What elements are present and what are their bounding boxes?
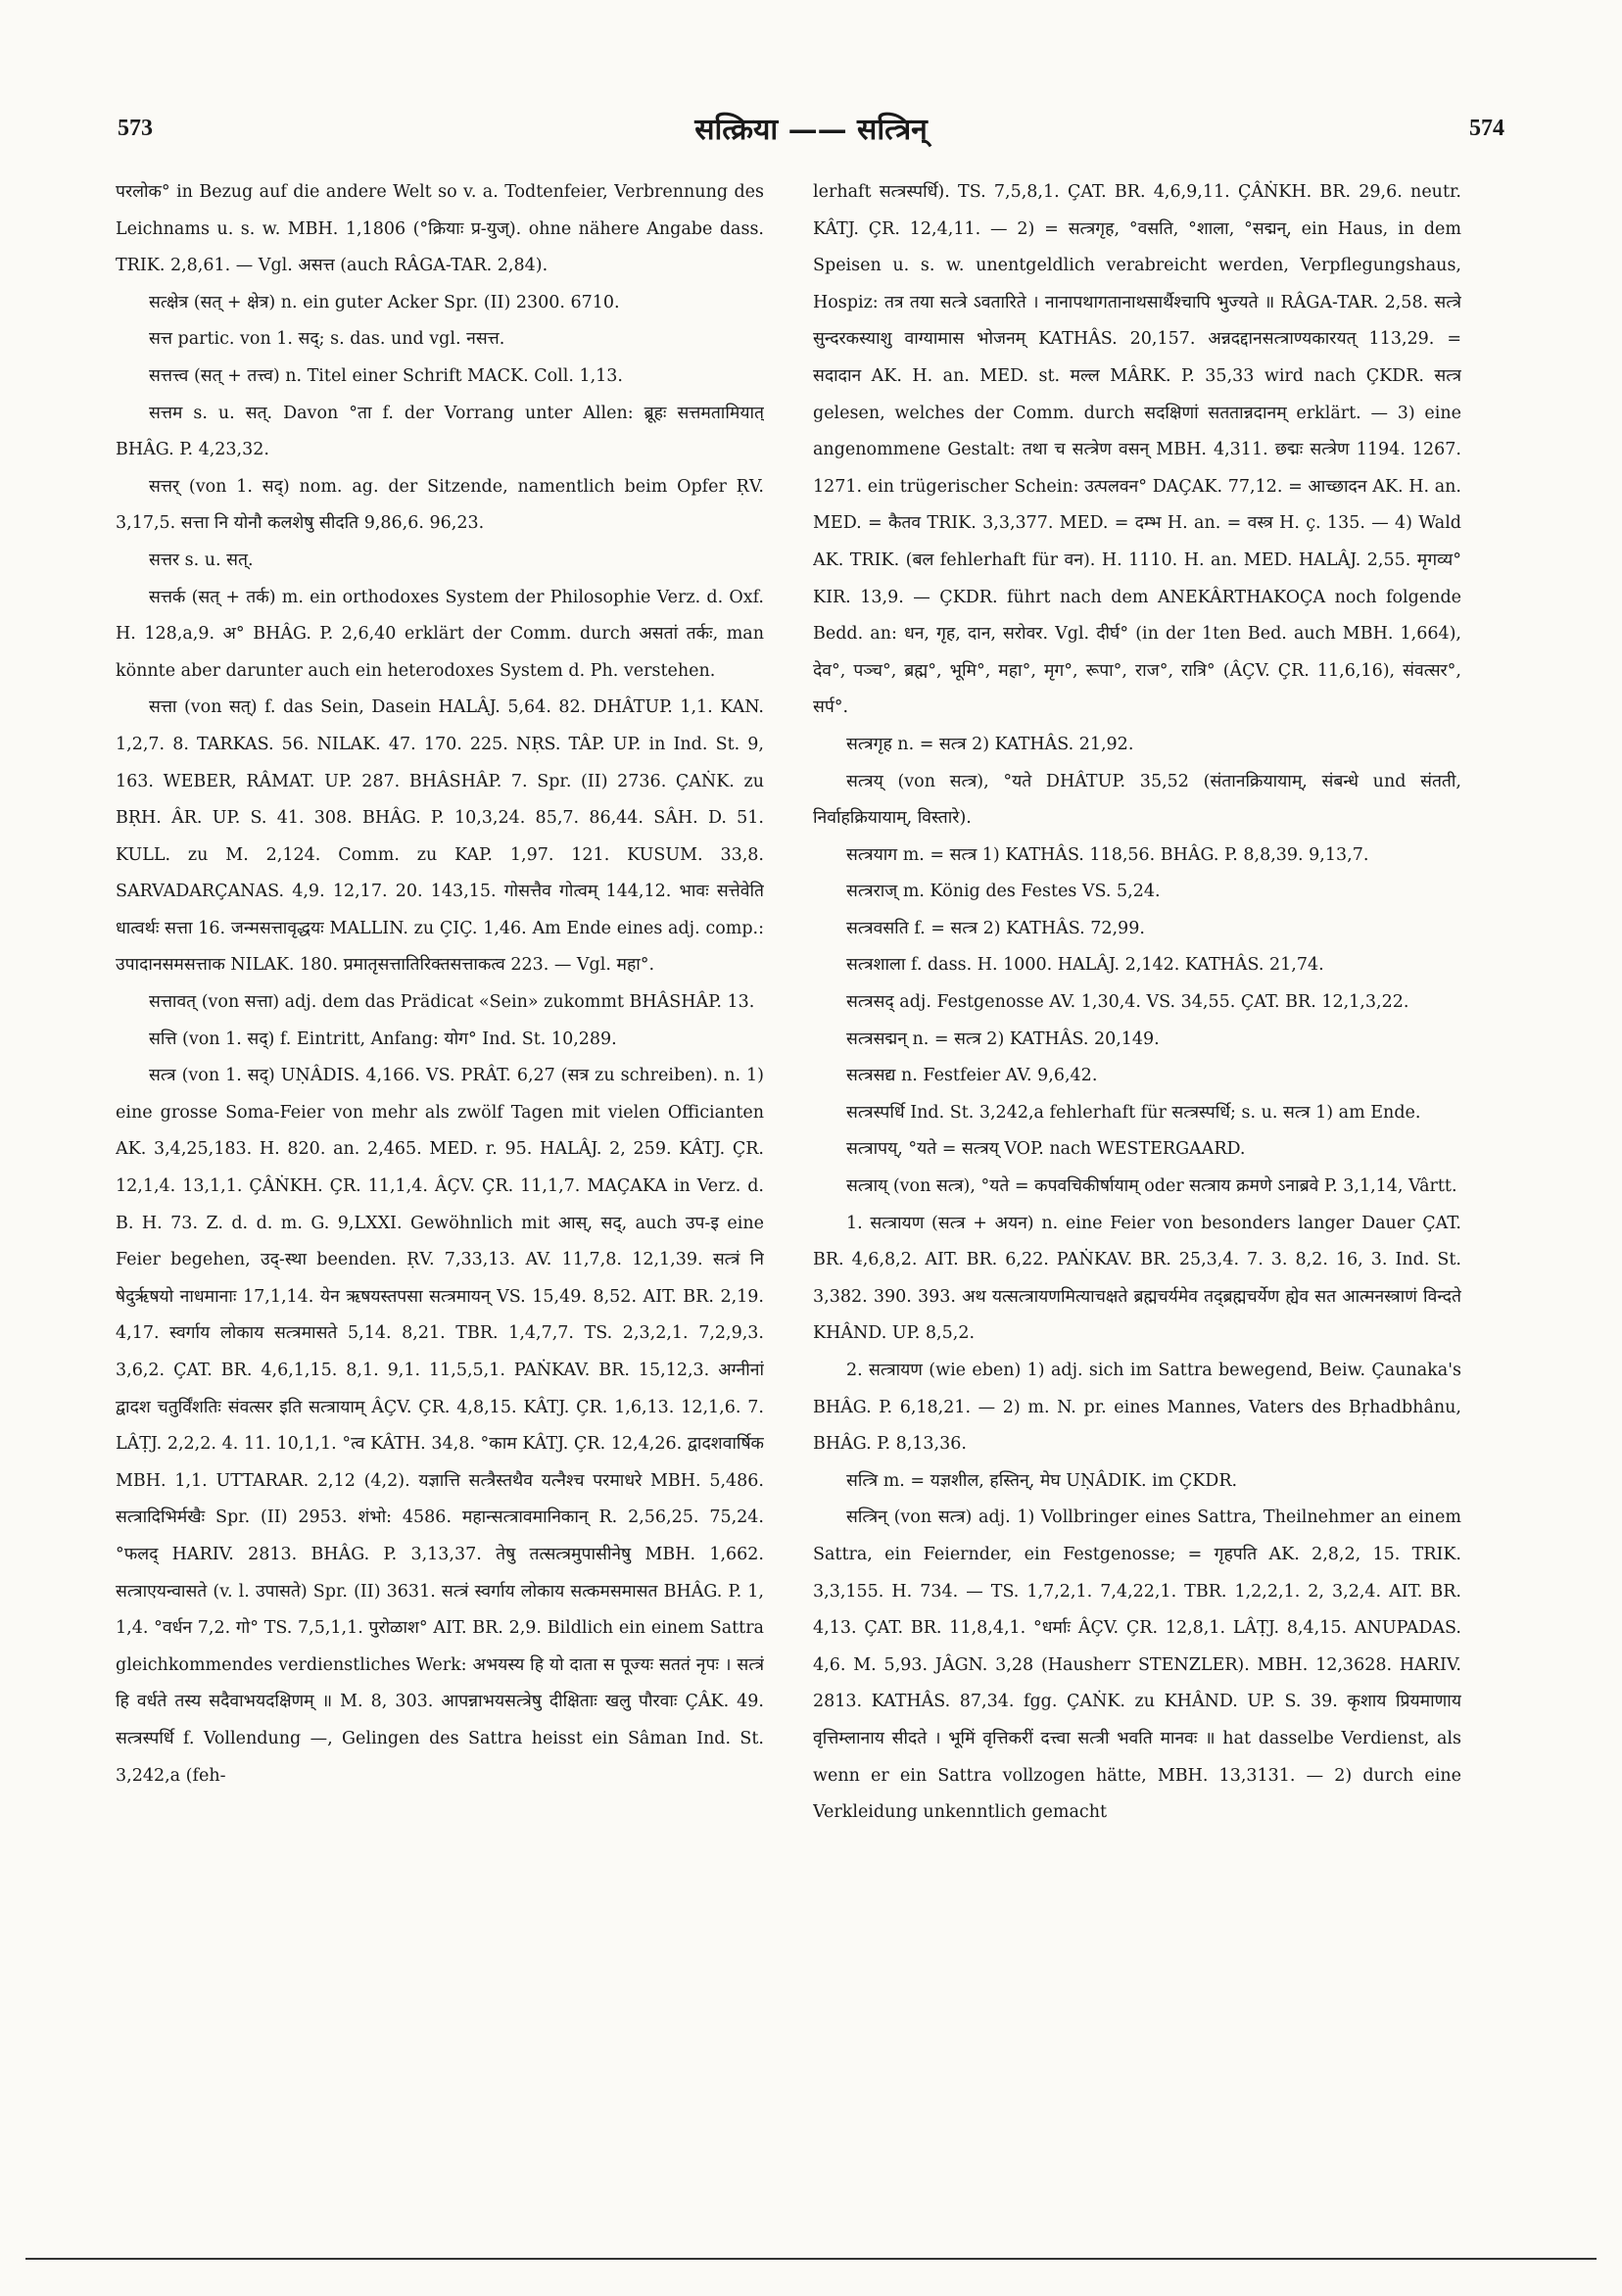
dictionary-entry: सत्तर s. u. सत्.	[149, 550, 254, 570]
page-header	[118, 108, 1504, 157]
dictionary-entry: सत्त्रवसति f. = सत्त्र 2) KATHÂS. 72,99.	[846, 918, 1145, 938]
dictionary-entry: सत्तत्त्व (सत् + तत्त्व) n. Titel einer Schrift MACK. Coll. 1,13.	[149, 365, 623, 386]
dictionary-entry: सत्त्रस्पर्धि Ind. St. 3,242,a fehlerhaft für सत्त्रस्पर्धि; s. u. सत्त्र 1) am Ende.	[846, 1102, 1421, 1123]
dictionary-entry: सत्त्रशाला f. dass. H. 1000. HALÂJ. 2,142. KATHÂS. 21,74.	[846, 955, 1324, 976]
dictionary-entry: सत्त्रसद्मन् n. = सत्त्र 2) KATHÂS. 20,149.	[846, 1028, 1160, 1049]
dictionary-entry: सत्क्षेत्र (सत् + क्षेत्र) n. ein guter Acker Spr. (II) 2300. 6710.	[149, 292, 620, 312]
right-column	[813, 174, 1461, 2016]
page-number-right: 574	[1469, 116, 1504, 141]
dictionary-entry: सत्तर् (von 1. सद्) nom. ag. der Sitzende, namentlich beim Opfer ṚV. 3,17,5. सत्ता नि योनौ कलशेषु सीदति 9,86,6. 96,23.	[116, 476, 764, 534]
dictionary-entry: सत्त partic. von 1. सद्; s. das. und vgl. नसत्त.	[149, 329, 505, 350]
dictionary-entry: सत्त्रसद्य n. Festfeier AV. 9,6,42.	[846, 1066, 1098, 1086]
bottom-rule	[25, 2258, 1597, 2260]
dictionary-entry: सत्त्रगृह n. = सत्त्र 2) KATHÂS. 21,92.	[846, 734, 1134, 754]
dictionary-entry: 2. सत्त्रायण (wie eben) 1) adj. sich im Sattra bewegend, Beiw. Çaunaka's BHÂG. P. 6,18,21. — 2) m. N. pr. eines Mannes, Vaters des Bṛhadbhânu, BHÂG. P. 8,13,36.	[813, 1361, 1461, 1455]
dictionary-entry: सत्त्रि m. = यज्ञशील, हस्तिन्, मेघ UṆÂDIK. im ÇKDR.	[846, 1470, 1238, 1491]
dictionary-entry: सत्त्रापय्, °यते = सत्त्रय् VOP. nach WESTERGAARD.	[846, 1139, 1246, 1160]
dictionary-entry: 1. सत्त्रायण (सत्त्र + अयन) n. eine Feier von besonders langer Dauer ÇAT. BR. 4,6,8,2. AIT. BR. 6,22. PAṄKAV. BR. 25,3,4. 7. 3. 8,2. 16, 3. Ind. St. 3,382. 390. 393. अथ यत्सत्त्रायणमित्याचक्षते ब्रह्मचर्यमेव तद्ब्रह्मचर्येण ह्येव सत आत्मनस्त्राणं विन्दते KHÂND. UP. 8,5,2.	[813, 1213, 1461, 1344]
left-column	[116, 174, 764, 2016]
dictionary-entry: सत्त्रिन् (von सत्त्र) adj. 1) Vollbringer eines Sattra, Theilnehmer an einem Sattra, ein Feiernder, ein Festgenosse; = गृहपति AK. 2,8,2, 15. TRIK. 3,3,155. H. 734. — TS. 1,7,2,1. 7,4,22,1. TBR. 1,2,2,1. 2, 3,2,4. AIT. BR. 4,13. ÇAT. BR. 11,8,4,1. °धर्माः ÂÇV. ÇR. 12,8,1. LÂṬJ. 8,4,15. ANUPADAS. 4,6. M. 5,93. JÂGN. 3,28 (Hausherr STENZLER). MBH. 12,3628. HARIV. 2813. KATHÂS. 87,34. fgg. ÇAṄK. zu KHÂND. UP. S. 39. कृशाय प्रियमाणाय वृत्तिम्लानाय सीदते । भूमिं वृत्तिकरीं दत्त्वा सत्त्री भवति मानवः ॥ hat dasselbe Verdienst, als wenn er ein Sattra vollzogen hätte, MBH. 13,3131. — 2) durch eine Verkleidung unkenntlich gemacht	[813, 1507, 1461, 1823]
page-number-left: 573	[118, 116, 153, 141]
dictionary-entry: lerhaft सत्त्रस्पर्धि). TS. 7,5,8,1. ÇAT. BR. 4,6,9,11. ÇÂṄKH. BR. 29,6. neutr. KÂTJ. ÇR. 12,4,11. — 2) = सत्त्रगृह, °वसति, °शाला, °सद्मन्, ein Haus, in dem Speisen u. s. w. unentgeldlich verabreicht werden, Verpflegungshaus, Hospiz: तत्र तया सत्त्रे ऽवतारिते । नानापथागतानाथसार्थैश्चापि भुज्यते ॥ RÂGA-TAR. 2,58. सत्त्रे सुन्दरकस्याशु वाग्यामास भोजनम् KATHÂS. 20,157. अन्नदद्दानसत्त्राण्यकारयत् 113,29. = सदादान AK. H. an. MED. st. मल्ल MÂRK. P. 35,33 wird nach ÇKDR. सत्त्र gelesen, welches der Comm. durch सदक्षिणां सततान्नदानम् erklärt. — 3) eine angenommene Gestalt: तथा च सत्त्रेण वसन् MBH. 4,311. छद्मः सत्त्रेण 1194. 1267. 1271. ein trügerischer Schein: उत्पलवन° DAÇAK. 77,12. = आच्छादन AK. H. an. MED. = कैतव TRIK. 3,3,377. MED. = दम्भ H. an. = वस्त्र H. ç. 135. — 4) Wald AK. TRIK. (बल fehlerhaft für वन). H. 1110. H. an. MED. HALÂJ. 2,55. मृगव्य° KIR. 13,9. — ÇKDR. führt nach dem ANEKÂRTHAKOÇA noch folgende Bedd. an: धन, गृह, दान, सरोवर. Vgl. दीर्घ° (in der 1ten Bed. auch MBH. 1,664), देव°, पञ्च°, ब्रह्म°, भूमि°, महा°, मृग°, रूपा°, राज°, रात्रि° (ÂÇV. ÇR. 11,6,16), संवत्सर°, सर्प°.	[813, 182, 1461, 718]
dictionary-entry: परलोक° in Bezug auf die andere Welt so v. a. Todtenfeier, Verbrennung des Leichnams u. s. w. MBH. 1,1806 (°क्रियाः प्र-युज्). ohne nähere Angabe dass. TRIK. 2,8,61. — Vgl. असत्त (auch RÂGA-TAR. 2,84).	[116, 182, 764, 276]
dictionary-entry: सत्त्र (von 1. सद्) UṆÂDIS. 4,166. VS. PRÂT. 6,27 (सत्र zu schreiben). n. 1) eine grosse Soma-Feier von mehr als zwölf Tagen mit vielen Officianten AK. 3,4,25,183. H. 820. an. 2,465. MED. r. 95. HALÂJ. 2, 259. KÂTJ. ÇR. 12,1,4. 13,1,1. ÇÂṄKH. ÇR. 11,1,4. ÂÇV. ÇR. 11,1,7. MAÇAKA in Verz. d. B. H. 73. Z. d. d. m. G. 9,LXXI. Gewöhnlich mit आस्, सद्, auch उप-इ eine Feier begehen, उद्-स्था beenden. ṚV. 7,33,13. AV. 11,7,8. 12,1,39. सत्त्रं नि षेदुर्ऋषयो नाधमानाः 17,1,14. येन ऋषयस्तपसा सत्त्रमायन् VS. 15,49. 8,52. AIT. BR. 2,19. 4,17. स्वर्गाय लोकाय सत्त्रमासते 5,14. 8,21. TBR. 1,4,7,7. TS. 2,3,2,1. 7,2,9,3. 3,6,2. ÇAT. BR. 4,6,1,15. 8,1. 9,1. 11,5,5,1. PAṄKAV. BR. 15,12,3. अग्नीनां द्वादश चतुर्विंशतिः संवत्सर इति सत्त्रायाम् ÂÇV. ÇR. 4,8,15. KÂTJ. ÇR. 1,6,13. 12,1,6. 7. LÂṬJ. 2,2,2. 4. 11. 10,1,1. °त्व KÂTH. 34,8. °काम KÂTJ. ÇR. 12,4,26. द्वादशवार्षिक MBH. 1,1. UTTARAR. 2,12 (4,2). यज्ञात्ति सत्त्रैस्तथैव यत्नैश्च परमाधरे MBH. 5,486. सत्त्रादिभिर्मखैः Spr. (II) 2953. शंभो: 4586. महान्सत्त्रावमानिकान् R. 2,56,25. 75,24. °फलद् HARIV. 2813. BHÂG. P. 3,13,37. तेषु तत्सत्त्रमुपासीनेषु MBH. 1,662. सत्त्राएयन्वासते (v. l. उपासते) Spr. (II) 3631. सत्त्रं स्वर्गाय लोकाय सत्कमसमासत BHÂG. P. 1, 1,4. °वर्धन 7,2. गो° TS. 7,5,1,1. पुरोळाश° AIT. BR. 2,9. Bildlich ein einem Sattra gleichkommendes verdienstliches Werk: अभयस्य हि यो दाता स पूज्यः सततं नृपः । सत्त्रं हि वर्धते तस्य सदैवाभयदक्षिणम् ॥ M. 8, 303. आपन्नाभयसत्त्रेषु दीक्षिताः खलु पौरवाः ÇÂK. 49. सत्त्रस्पर्धि f. Vollendung —, Gelingen des Sattra heisst ein Sâman Ind. St. 3,242,a (feh-	[116, 1066, 764, 1786]
dictionary-entry: सत्त्रयाग m. = सत्त्र 1) KATHÂS. 118,56. BHÂG. P. 8,8,39. 9,13,7.	[846, 844, 1369, 865]
dictionary-entry: सत्ता (von सत्) f. das Sein, Dasein HALÂJ. 5,64. 82. DHÂTUP. 1,1. KAN. 1,2,7. 8. TARKAS. 56. NILAK. 47. 170. 225. NṚS. TÂP. UP. in Ind. St. 9, 163. WEBER, RÂMAT. UP. 287. BHÂSHÂP. 7. Spr. (II) 2736. ÇAṄK. zu BṚH. ÂR. UP. S. 41. 308. BHÂG. P. 10,3,24. 85,7. 86,44. SÂH. D. 51. KULL. zu M. 2,124. Comm. zu KAP. 1,97. 121. KUSUM. 33,8. SARVADARÇANAS. 4,9. 12,17. 20. 143,15. गोसत्तैव गोत्वम् 144,12. भावः सत्तेवेति धात्वर्थः सत्ता 16. जन्मसत्तावृद्धयः MALLIN. zu ÇIÇ. 1,46. Am Ende eines adj. comp.: उपादानसमसत्ताक NILAK. 180. प्रमातृसत्तातिरिक्तसत्ताकत्व 223. — Vgl. महा°.	[116, 697, 764, 976]
dictionary-entry: सत्त्राय् (von सत्त्र), °यते = कपवचिकीर्षायाम् oder सत्त्राय क्रमणे ऽनाब्रवे P. 3,1,14, Vârtt.	[846, 1176, 1457, 1197]
running-title: सत्क्रिया —— सत्त्रिन्	[694, 113, 928, 147]
dictionary-entry: सत्तर्क (सत् + तर्क) m. ein orthodoxes System der Philosophie Verz. d. Oxf. H. 128,a,9. अ° BHÂG. P. 2,6,40 erklärt der Comm. durch असतां तर्कः, man könnte aber darunter auch ein heterodoxes System d. Ph. verstehen.	[116, 587, 764, 681]
dictionary-entry: सत्तावत् (von सत्ता) adj. dem das Prädicat «Sein» zukommt BHÂSHÂP. 13.	[149, 992, 755, 1013]
dictionary-entry: सत्ति (von 1. सद्) f. Eintritt, Anfang: योग° Ind. St. 10,289.	[149, 1028, 617, 1049]
dictionary-entry: सत्त्रय् (von सत्त्र), °यते DHÂTUP. 35,52 (संतानक्रियायाम्, संबन्धे und संतती, निर्वाहक्रियायाम्, विस्तारे).	[813, 771, 1461, 829]
dictionary-entry: सत्त्रराज् m. König des Festes VS. 5,24.	[846, 882, 1161, 902]
dictionary-entry: सत्तम s. u. सत्. Davon °ता f. der Vorrang unter Allen: ब्रूहः सत्तमतामियात् BHÂG. P. 4,23,32.	[116, 403, 764, 460]
dictionary-entry: सत्त्रसद् adj. Festgenosse AV. 1,30,4. VS. 34,55. ÇAT. BR. 12,1,3,22.	[846, 992, 1409, 1013]
